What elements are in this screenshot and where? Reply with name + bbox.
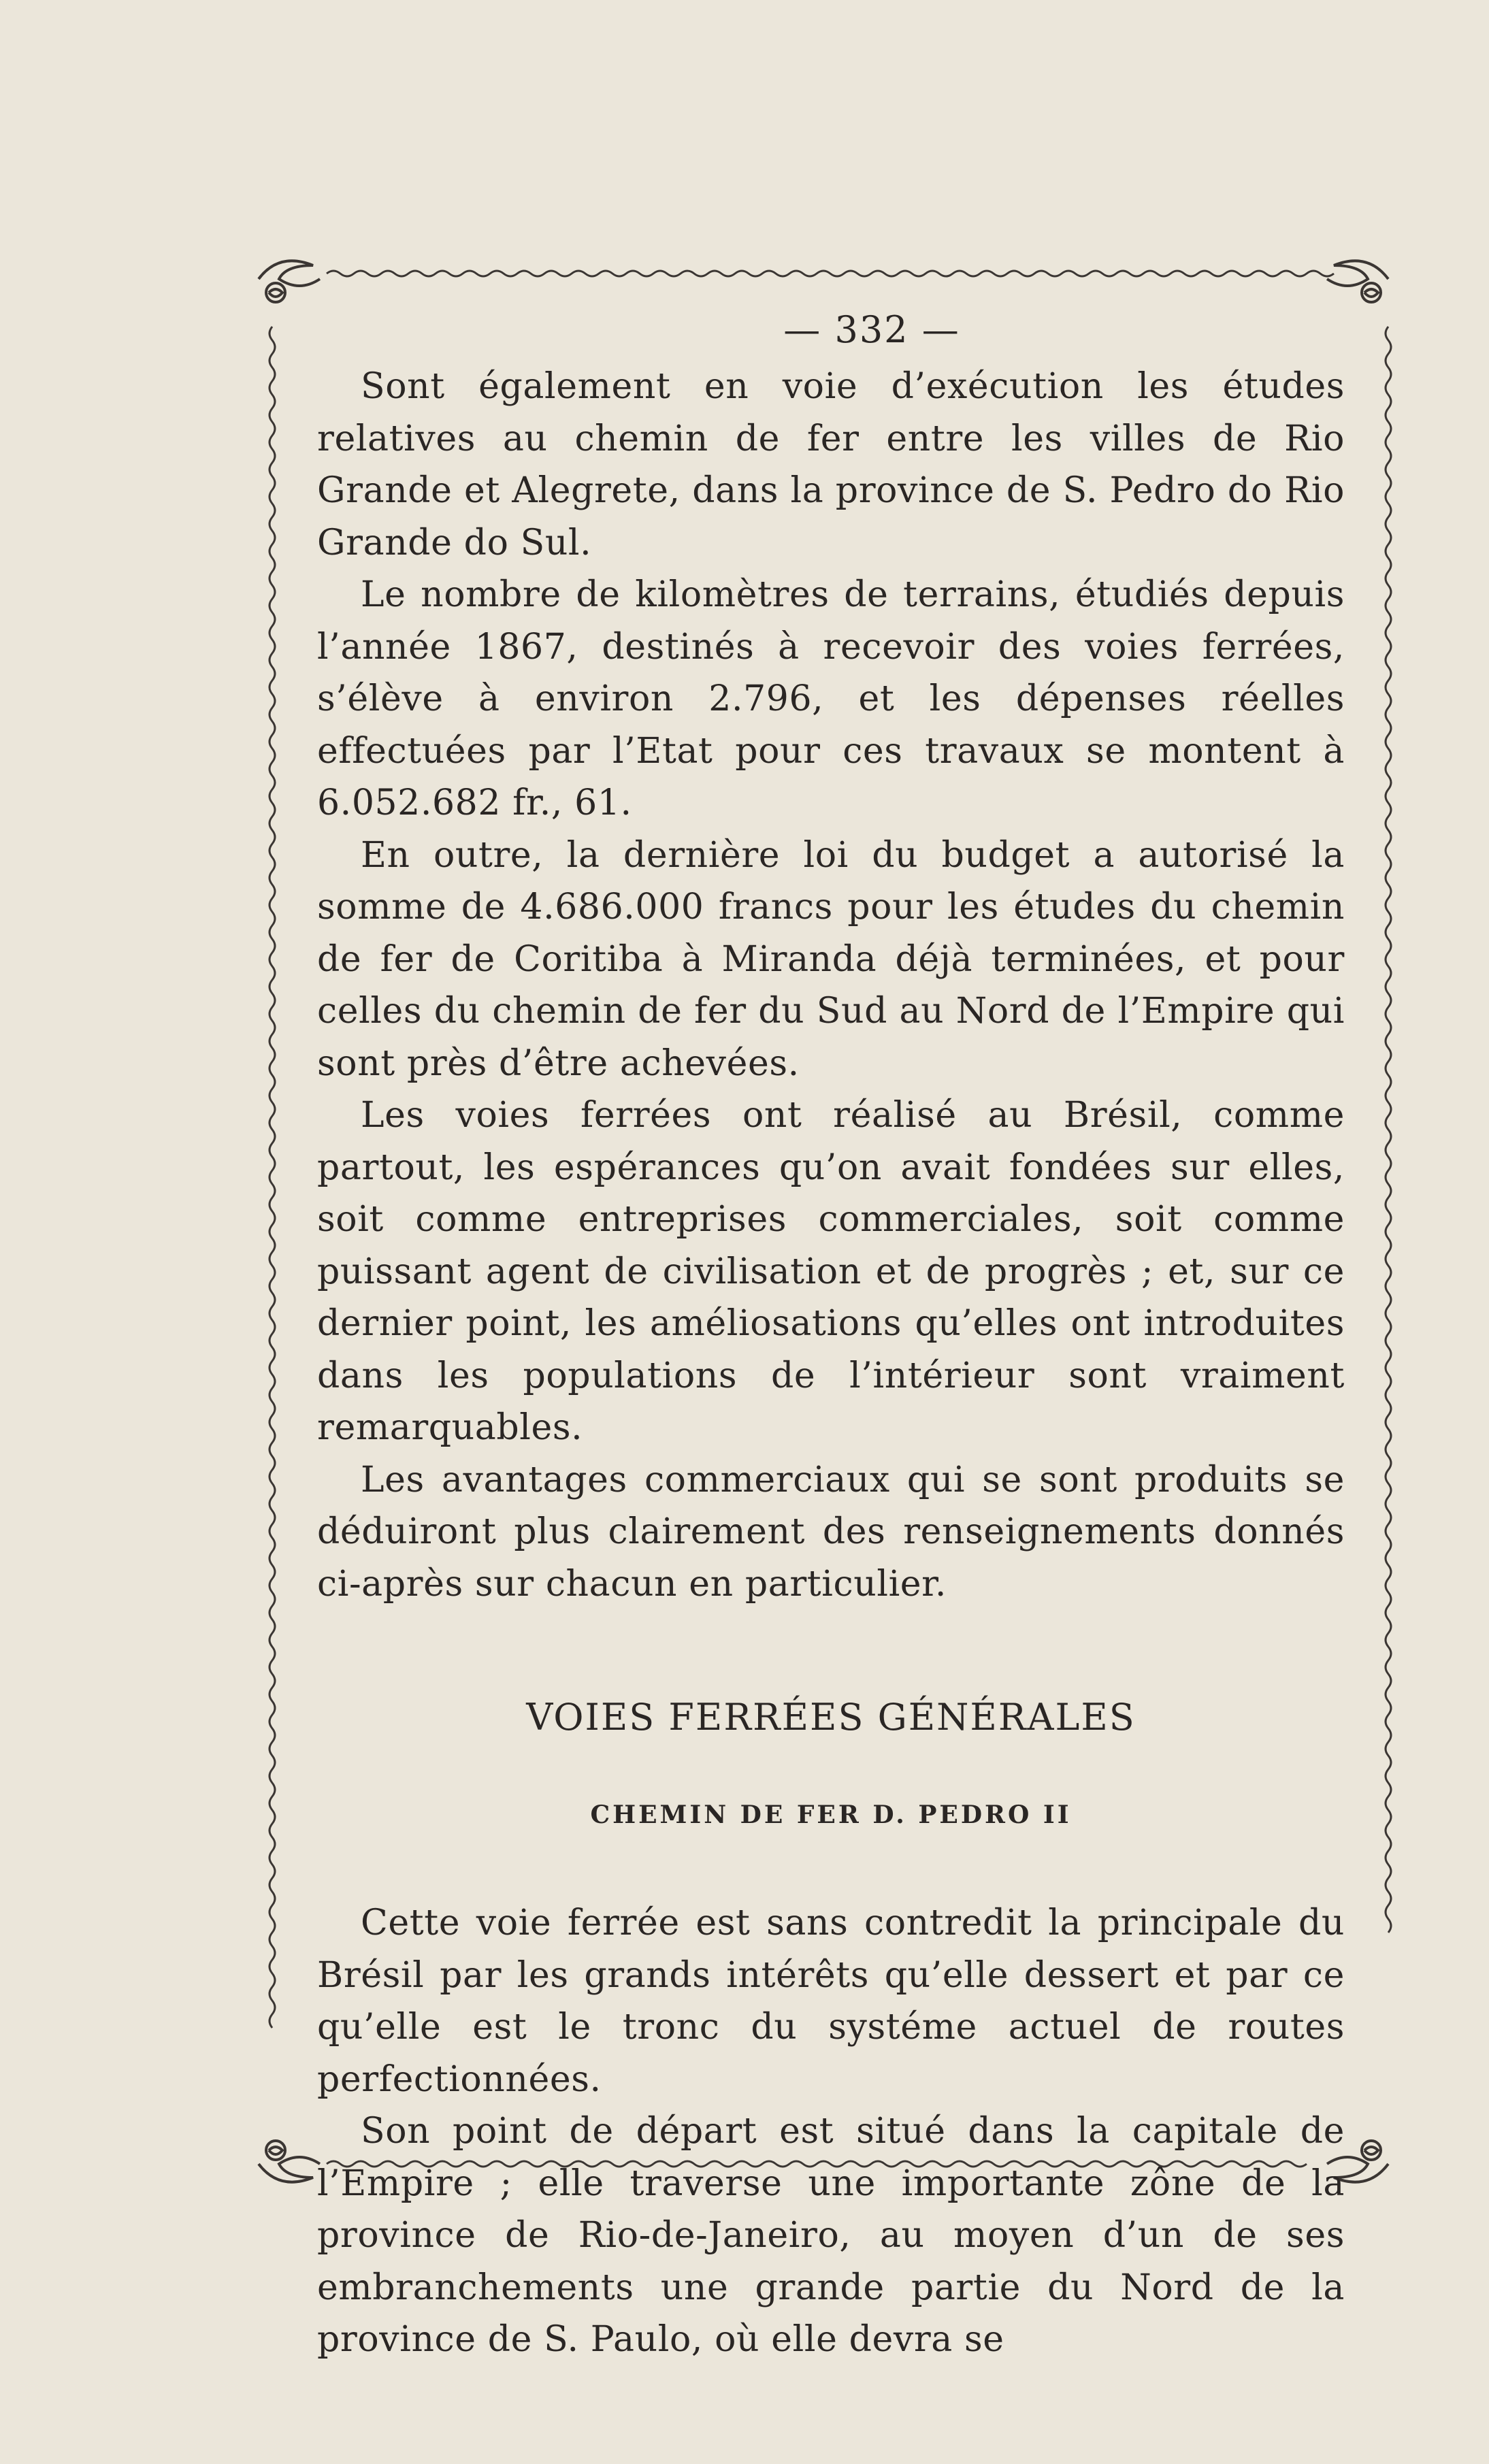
paragraph: Le nombre de kilomètres de terrains, étudiés depuis l’année 1867, destinés à recevoir des voies ferrées, s’élève à environ 2.796, et les dépenses réelles effectuées par l’Etat pour ces travaux se montent à 6.052.682 fr., 61. bbox=[317, 574, 1345, 823]
right-wavy-line bbox=[1386, 327, 1391, 1933]
section-heading: VOIES FERRÉES GÉNÉRALES bbox=[526, 1696, 1136, 1739]
paragraph: Les avantages commerciaux qui se sont produits se déduiront plus clairement des renseignements donnés ci-après sur chacun en particulier. bbox=[317, 1459, 1345, 1605]
paragraph: Son point de départ est situé dans la capitale de l’Empire ; elle traverse une importante zône de la province de Rio-de-Janeiro, au moyen d’un de ses embranchements une grande partie du Nord de la province de S. Paulo, où elle devra se bbox=[317, 2111, 1345, 2360]
subsection-heading: CHEMIN DE FER D. PEDRO II bbox=[590, 1801, 1072, 1829]
paragraph: Sont également en voie d’exécution les études relatives au chemin de fer entre les villes de Rio Grande et Alegrete, dans la province de S. Pedro do Rio Grande do Sul. bbox=[317, 366, 1345, 563]
paragraph: Cette voie ferrée est sans contredit la principale du Brésil par les grands intérêts qu’elle dessert et par ce qu’elle est le tronc du systéme actuel de routes perfectionnées. bbox=[317, 1903, 1345, 2100]
paragraph: Les voies ferrées ont réalisé au Brésil, comme partout, les espérances qu’on avait fondées sur elles, soit comme entreprises commerciales, soit comme puissant agent de civilisation et de progrès ; et, sur ce dernier point, les améliosations qu’elles ont introduites dans les populations de l’intérieur sont vraiment remarquables. bbox=[317, 1095, 1345, 1448]
left-wavy-line bbox=[269, 327, 275, 2028]
spacer bbox=[317, 1832, 1345, 1897]
page-number: — 332 — bbox=[783, 308, 960, 351]
paragraph: En outre, la dernière loi du budget a autorisé la somme de 4.686.000 francs pour les études du chemin de fer de Coritiba à Miranda déjà terminées, et pour celles du chemin de fer du Sud au Nord de l’Empire qui sont près d’être achevées. bbox=[317, 834, 1345, 1084]
page-content bbox=[317, 299, 1345, 2366]
top-wavy-line bbox=[327, 271, 1334, 276]
